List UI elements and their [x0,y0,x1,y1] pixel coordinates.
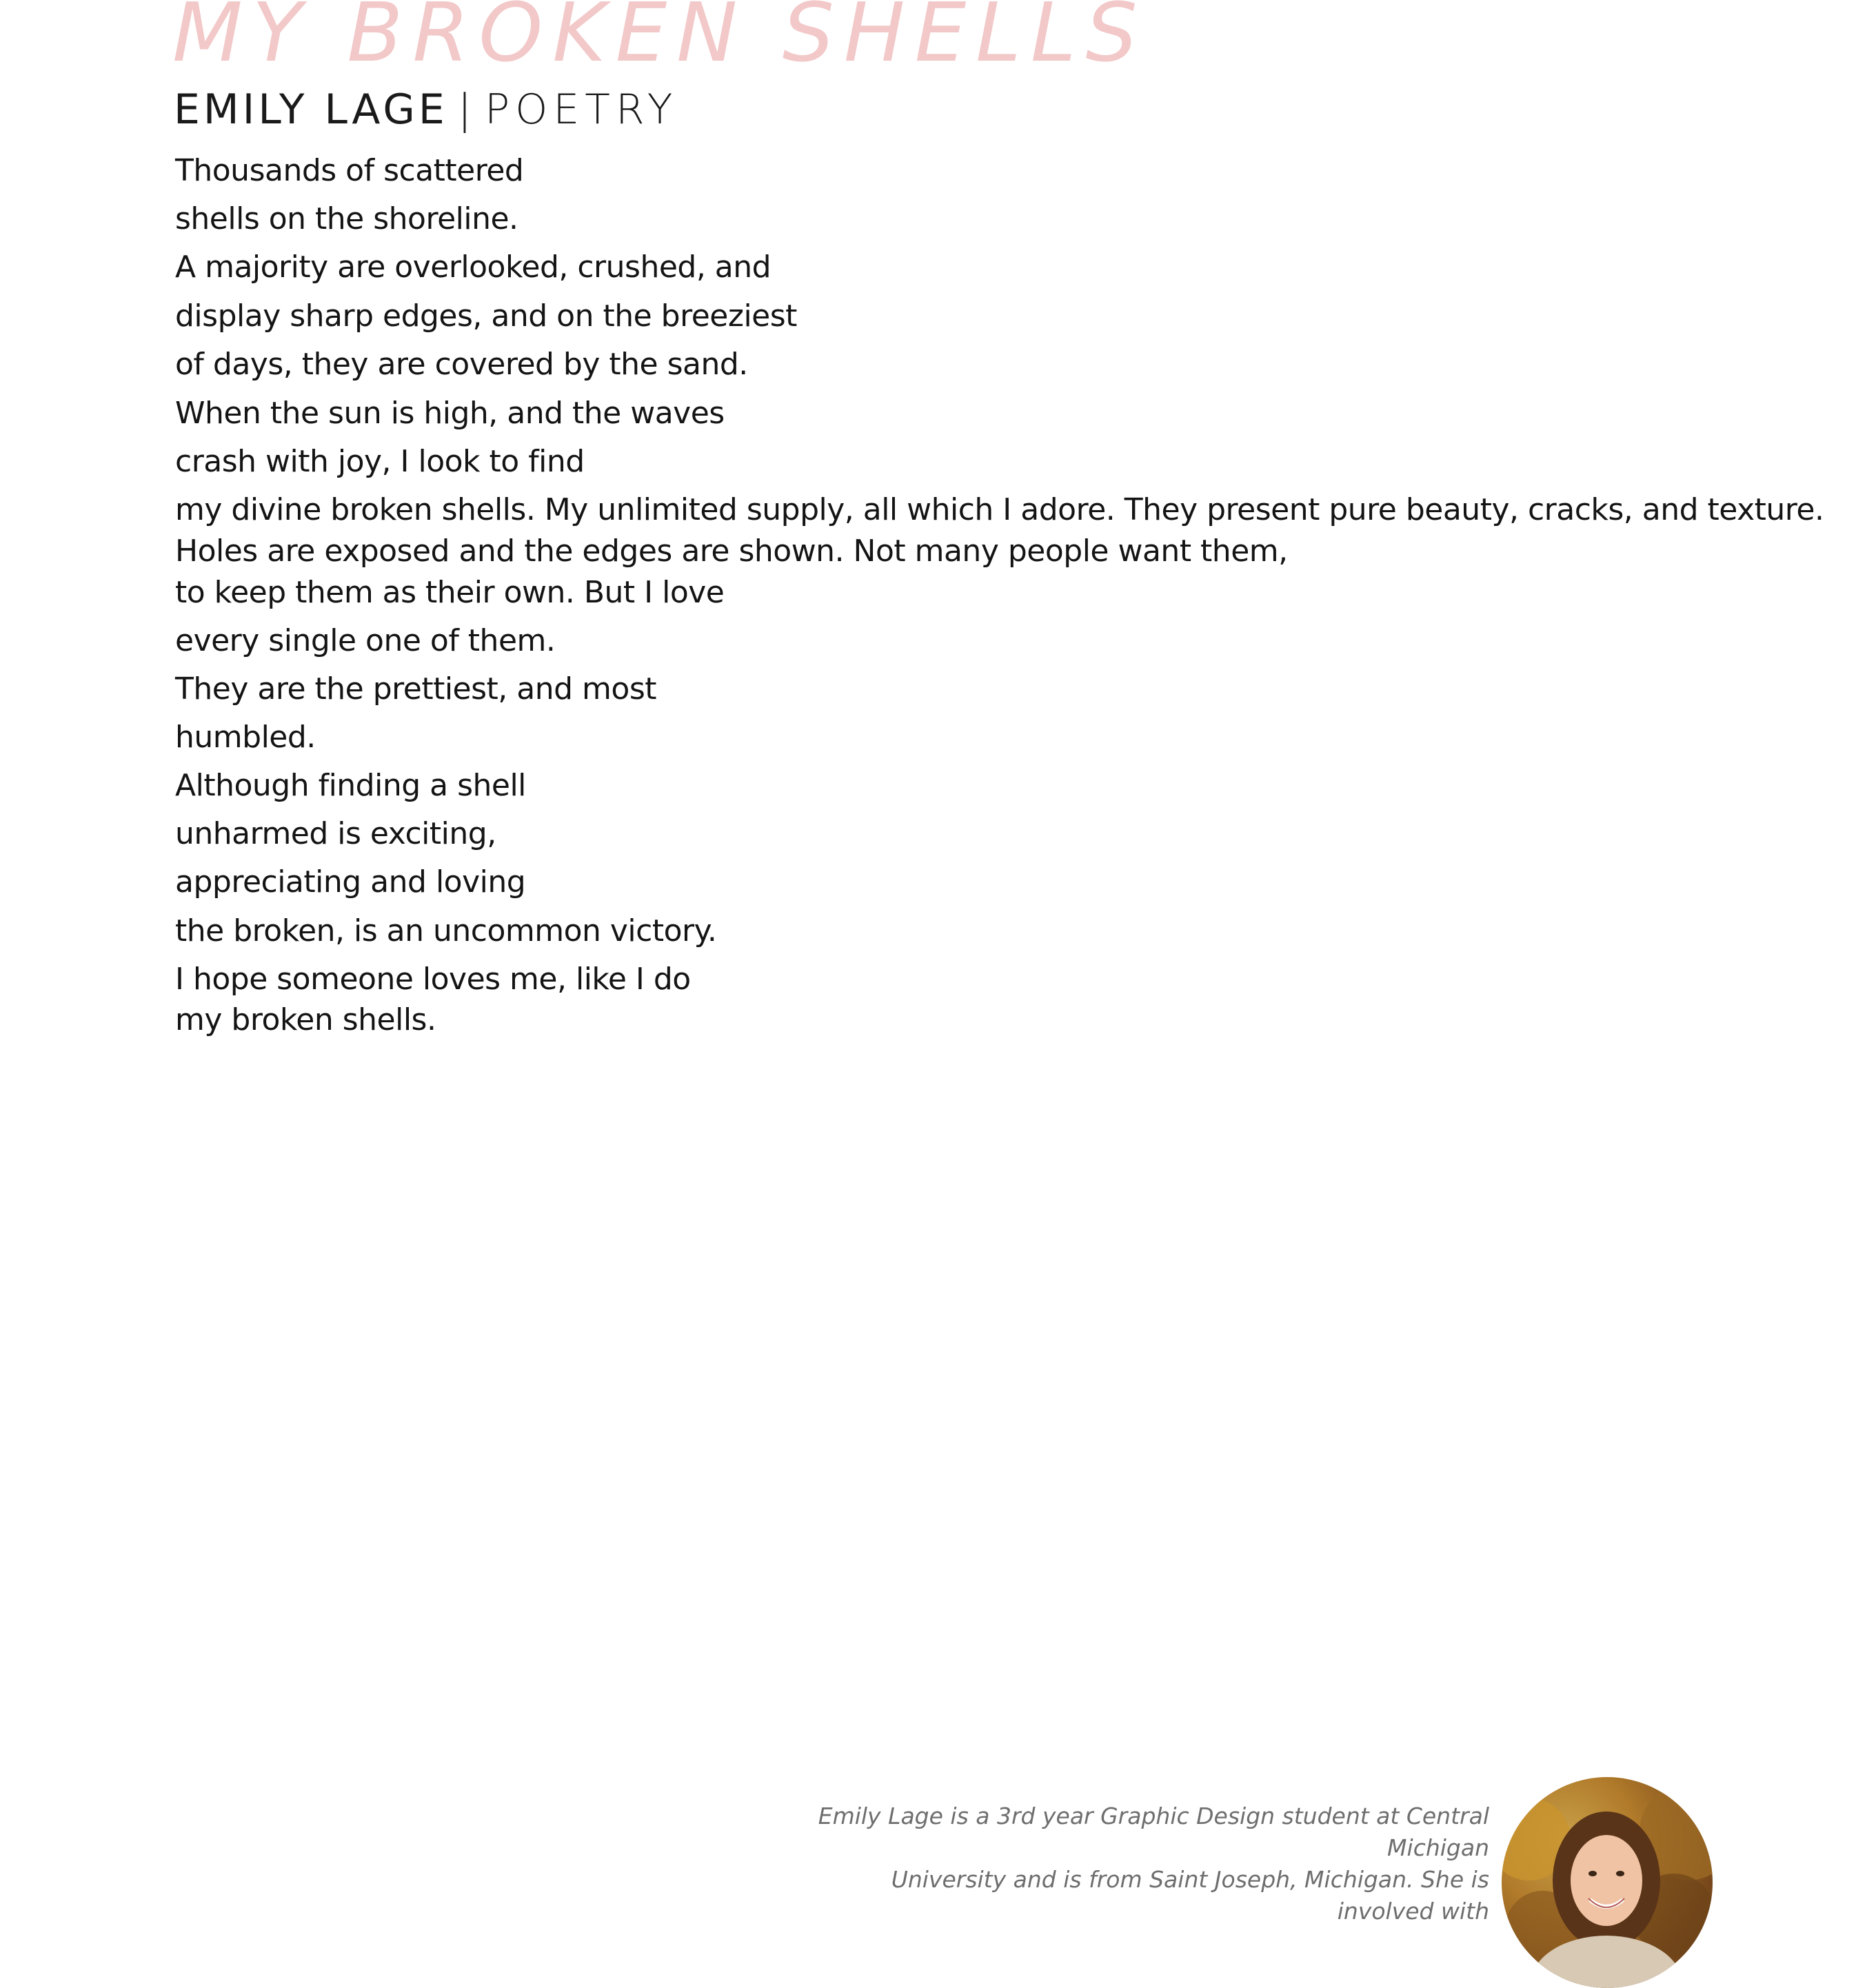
poem-line: appreciating and loving [175,864,526,900]
poem-line: humbled. [175,720,316,755]
poem-line: every single one of them. [175,623,556,658]
author-portrait-image [1502,1777,1713,1988]
author-bio [800,1801,1489,1927]
author-photo [1502,1777,1713,1988]
byline [174,87,678,132]
poem-line: the broken, is an uncommon victory. [175,913,717,949]
author-name: EMILY LAGE [174,85,448,134]
poem-title: MY BROKEN SHELLS [172,0,1147,80]
poem-line: Holes are exposed and the edges are shown. Not many people want them, [175,534,1288,569]
poem-line: my broken shells. [175,1002,436,1037]
bio-line: University and is from Saint Joseph, Michigan. She is involved with [891,1866,1489,1925]
poem-line: to keep them as their own. But I love [175,575,725,610]
poem-line: of days, they are covered by the sand. [175,347,748,382]
poem-line: They are the prettiest, and most [175,671,656,707]
poem-line: When the sun is high, and the waves [175,396,725,431]
genre-label: POETRY [484,85,678,134]
poem-line: crash with joy, I look to find [175,444,585,479]
poem-line: Thousands of scattered [175,153,524,188]
bio-line: Emily Lage is a 3rd year Graphic Design student at Central Michigan [818,1803,1489,1861]
poem-line: my divine broken shells. My unlimited supply, all which I adore. They present pure beauty, cracks, and texture. [175,492,1824,527]
poem-line: Although finding a shell [175,768,526,803]
poem-line: unharmed is exciting, [175,816,496,851]
byline-separator: | [457,85,475,134]
poem-line: display sharp edges, and on the breeziest [175,298,797,334]
poem-line: A majority are overlooked, crushed, and [175,250,771,285]
poem-line: I hope someone loves me, like I do [175,962,691,997]
poem-line: shells on the shoreline. [175,201,518,236]
